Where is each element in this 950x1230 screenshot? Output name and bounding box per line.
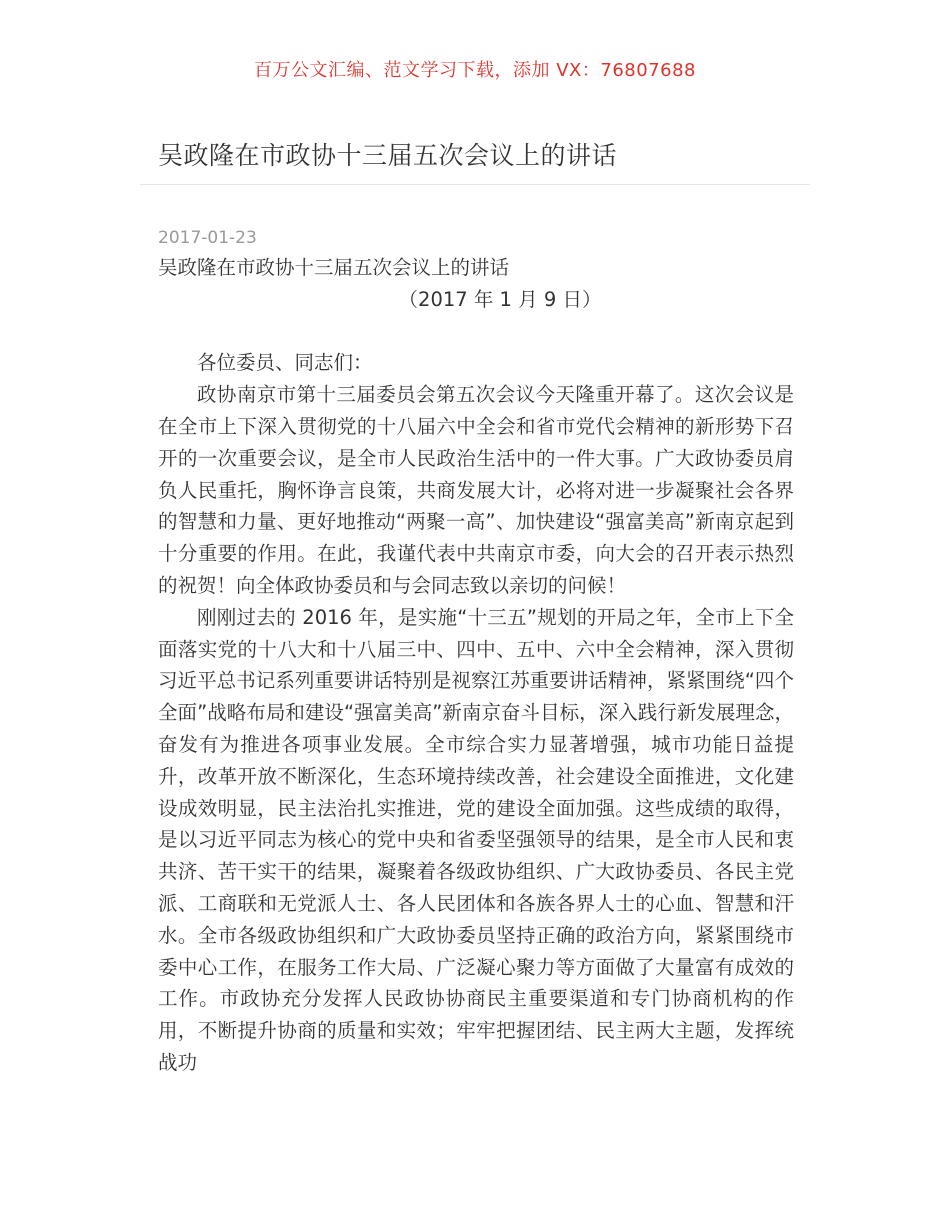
blank-line	[158, 316, 794, 348]
greeting: 各位委员、同志们：	[197, 351, 373, 375]
title-divider	[140, 184, 810, 185]
article-body	[158, 252, 794, 1079]
page-title: 吴政隆在市政协十三届五次会议上的讲话	[158, 141, 618, 170]
article-subtitle: 吴政隆在市政协十三届五次会议上的讲话	[158, 256, 510, 279]
publish-date: 2017-01-23	[158, 228, 257, 248]
speech-date: （2017 年 1 月 9 日）	[398, 287, 602, 311]
paragraph-1: 政协南京市第十三届委员会第五次会议今天隆重开幕了。这次会议是在全市上下深入贯彻党的十八届六中全会和省市党代会精神的新形势下召开的一次重要会议，是全市人民政治生活中的一件大事。广大政协委员肩负人民重托，胸怀诤言良策，共商发展大计，必将对进一步凝聚社会各界的智慧和力量、更好地推动“两聚一高”、加快建设“强富美高”新南京起到十分重要的作用。在此，我谨代表中共南京市委，向大会的召开表示热烈的祝贺！向全体政协委员和与会同志致以亲切的问候！	[158, 383, 794, 597]
paragraph-2: 刚刚过去的 2016 年，是实施“十三五”规划的开局之年，全市上下全面落实党的十八大和十八届三中、四中、五中、六中全会精神，深入贯彻习近平总书记系列重要讲话特别是视察江苏重要讲话精神，紧紧围绕“四个全面”战略布局和建设“强富美高”新南京奋斗目标，深入践行新发展理念，奋发有为推进各项事业发展。全市综合实力显著增强，城市功能日益提升，改革开放不断深化，生态环境持续改善，社会建设全面推进，文化建设成效明显，民主法治扎实推进，党的建设全面加强。这些成绩的取得，是以习近平同志为核心的党中央和省委坚强领导的结果，是全市人民和衷共济、苦干实干的结果，凝聚着各级政协组织、广大政协委员、各民主党派、工商联和无党派人士、各人民团体和各族各界人士的心血、智慧和汗水。全市各级政协组织和广大政协委员坚持正确的政治方向，紧紧围绕市委中心工作，在服务工作大局、广泛凝心聚力等方面做了大量富有成效的工作。市政协充分发挥人民政协协商民主重要渠道和专门协商机构的作用，不断提升协商的质量和实效；牢牢把握团结、民主两大主题，发挥统战功	[158, 605, 794, 1074]
promo-banner: 百万公文汇编、范文学习下载，添加 VX：76807688	[254, 60, 696, 81]
